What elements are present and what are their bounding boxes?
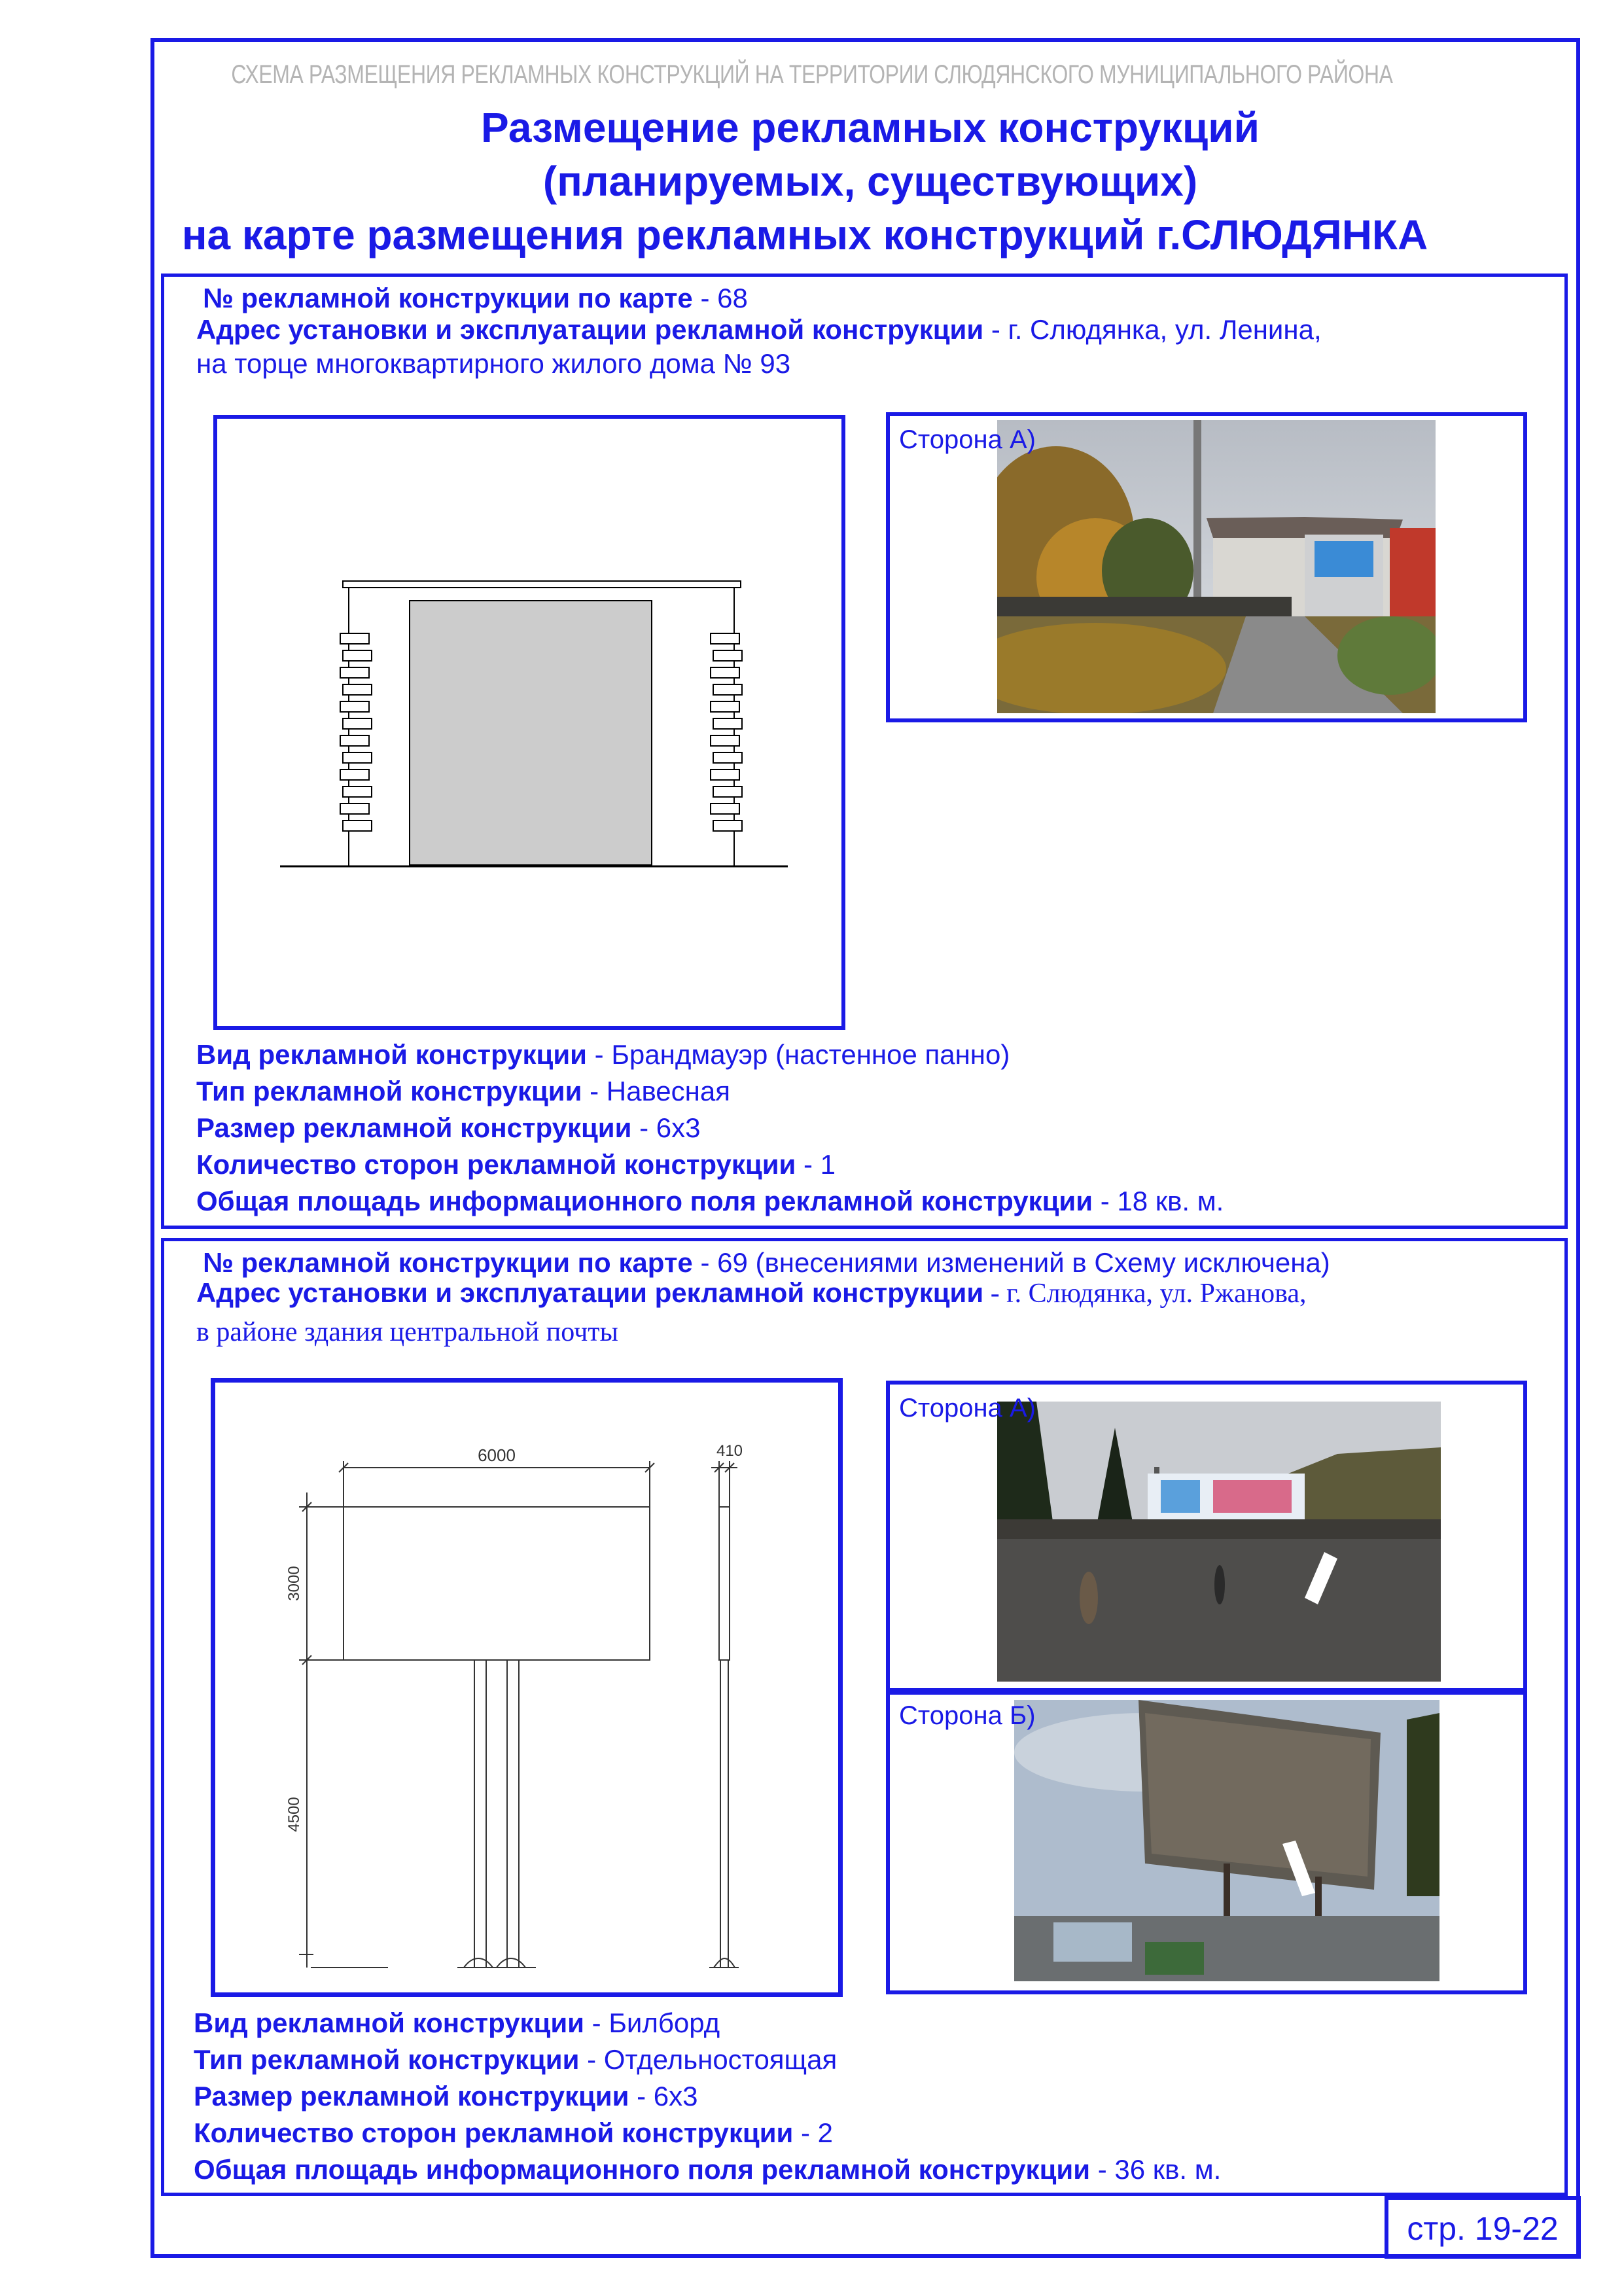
s1-address: Адрес установки и эксплуатации рекламной конструкции - г. Слюдянка, ул. Ленина, (196, 314, 1322, 345)
page-title-line1: Размещение рекламных конструкций (481, 104, 1260, 151)
wall-brick (343, 821, 372, 831)
wall-brick (711, 735, 739, 746)
s2-address-line2: в районе здания центральной почты (196, 1317, 618, 1347)
wall-brick (713, 684, 742, 695)
wall-brick (340, 633, 369, 644)
s1-photo-box (886, 412, 1527, 722)
wall-brick (713, 650, 742, 661)
wall-brick (343, 786, 372, 797)
s2-drawing-box (211, 1378, 843, 1997)
dim-leg-height-4500: 4500 (285, 1797, 303, 1832)
page-title-line3: на карте размещения рекламных конструкций г.СЛЮДЯНКА (181, 211, 1428, 258)
s2-address: Адрес установки и эксплуатации рекламной конструкции - г. Слюдянка, ул. Ржанова, (196, 1277, 1307, 1309)
s2-photo-side-b (1014, 1700, 1439, 1981)
s2-type: Тип рекламной конструкции - Отдельностоящая (194, 2044, 838, 2075)
dim-width-6000: 6000 (478, 1445, 516, 1465)
s2-photo-a-label: Сторона А) (899, 1394, 1036, 1422)
wall-brick (711, 633, 739, 644)
s2-billboard-drawing (215, 1383, 838, 1992)
s1-number: № рекламной конструкции по карте - 68 (203, 283, 748, 313)
wall-brick (340, 667, 369, 678)
s1-photo-side-a (997, 420, 1436, 713)
wall-brick (713, 821, 742, 831)
s2-size: Размер рекламной конструкции - 6х3 (194, 2081, 698, 2111)
s2-area: Общая площадь информационного поля рекламной конструкции - 36 кв. м. (194, 2154, 1222, 2185)
s1-area: Общая площадь информационного поля рекламной конструкции - 18 кв. м. (196, 1186, 1224, 1216)
s1-size: Размер рекламной конструкции - 6х3 (196, 1112, 701, 1143)
s2-number: № рекламной конструкции по карте - 69 (внесениями изменений в Схему исключена) (203, 1247, 1330, 1278)
s2-photo-box-b (886, 1688, 1527, 1994)
wall-brick (711, 701, 739, 712)
wall-brick (713, 752, 742, 763)
s2-photo-box-a (886, 1381, 1527, 1695)
scheme-title: СХЕМА РАЗМЕЩЕНИЯ РЕКЛАМНЫХ КОНСТРУКЦИЙ НА ТЕРРИТОРИИ СЛЮДЯНСКОГО МУНИЦИПАЛЬНОГО РАЙОНА (231, 60, 1393, 89)
s1-sides: Количество сторон рекламной конструкции - 1 (196, 1149, 836, 1180)
wall-brick (711, 667, 739, 678)
dim-depth-410: 410 (716, 1442, 743, 1460)
s2-sides: Количество сторон рекламной конструкции - 2 (194, 2117, 834, 2148)
wall-brick (711, 769, 739, 780)
dim-panel-height-3000: 3000 (285, 1566, 303, 1601)
s1-wall-drawing (217, 419, 841, 1026)
wall-brick (713, 718, 742, 729)
page-title-line2: (планируемых, существующих) (542, 158, 1198, 205)
wall-brick (343, 718, 372, 729)
s1-address-line2: на торце многоквартирного жилого дома № 93 (196, 348, 791, 379)
wall-brick (711, 804, 739, 814)
wall-brick (343, 650, 372, 661)
s1-photo-a-label: Сторона А) (899, 425, 1036, 454)
s2-photo-side-a (997, 1402, 1441, 1682)
wall-brick (713, 786, 742, 797)
wall-brick (340, 769, 369, 780)
s1-kind: Вид рекламной конструкции - Брандмауэр (настенное панно) (196, 1039, 1010, 1070)
s1-type: Тип рекламной конструкции - Навесная (196, 1076, 730, 1106)
wall-brick (340, 804, 369, 814)
wall-brick (343, 752, 372, 763)
s1-drawing-box (213, 415, 845, 1030)
wall-brick (340, 701, 369, 712)
s2-kind: Вид рекламной конструкции - Билборд (194, 2007, 720, 2038)
wall-brick (343, 684, 372, 695)
s2-photo-b-label: Сторона Б) (899, 1701, 1036, 1730)
page-number: стр. 19-22 (1385, 2196, 1581, 2259)
wall-brick (340, 735, 369, 746)
